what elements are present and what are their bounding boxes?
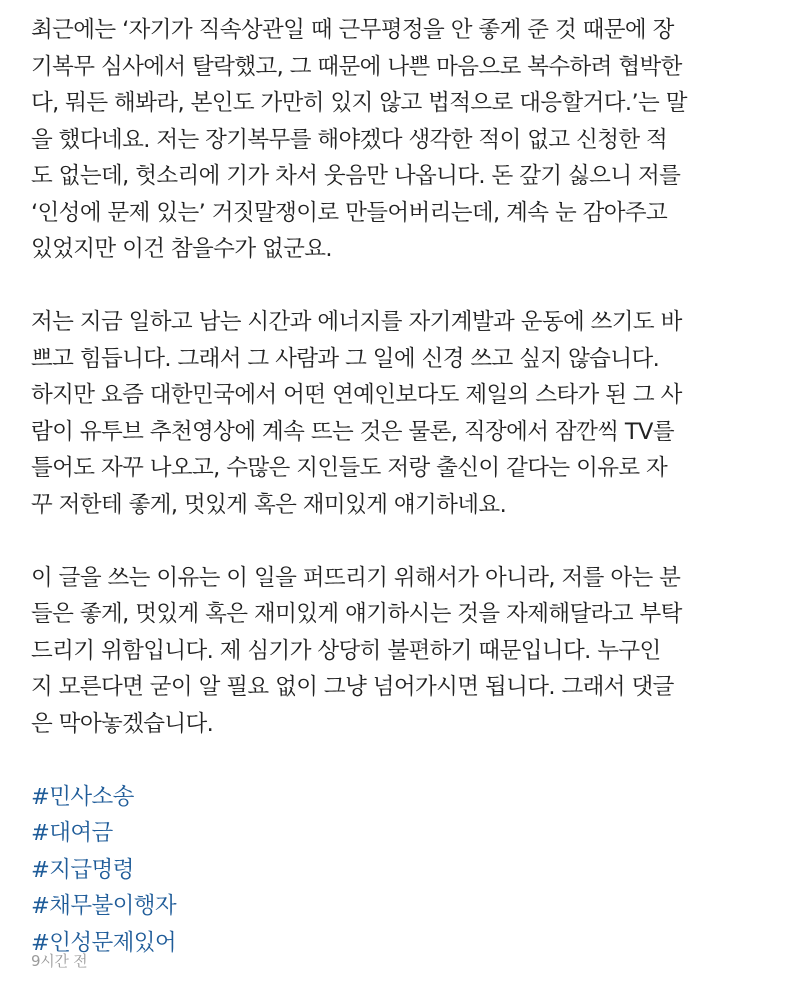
text-line: 지 모른다면 굳이 알 필요 없이 그냥 넘어가시면 됩니다. 그래서 댓글 bbox=[31, 674, 674, 700]
post-body bbox=[31, 12, 776, 961]
hashtag-list bbox=[31, 779, 776, 962]
post-paragraph-1 bbox=[31, 12, 776, 268]
hashtag-link[interactable]: #대여금 bbox=[31, 820, 113, 846]
text-line: 들은 좋게, 멋있게 혹은 재미있게 얘기하시는 것을 자제해달라고 부탁 bbox=[31, 601, 682, 627]
text-line: 람이 유투브 추천영상에 계속 뜨는 것은 물론, 직장에서 잠깐씩 TV를 bbox=[31, 418, 674, 445]
text-line: 다, 뭐든 해봐라, 본인도 가만히 있지 않고 법적으로 대응할거다.’는 말 bbox=[31, 90, 687, 116]
text-line: 있었지만 이건 참을수가 없군요. bbox=[31, 236, 332, 262]
hashtag-link[interactable]: #지급명령 bbox=[31, 856, 134, 883]
hashtag-link[interactable]: #채무불이행자 bbox=[31, 893, 177, 919]
text-line: 드리기 위함입니다. 제 심기가 상당히 불편하기 때문입니다. 누구인 bbox=[31, 637, 661, 664]
post-paragraph-3 bbox=[31, 560, 776, 743]
text-line: 기복무 심사에서 탈락했고, 그 때문에 나쁜 마음으로 복수하려 협박한 bbox=[31, 53, 682, 80]
text-line: 도 없는데, 헛소리에 기가 차서 웃음만 나옵니다. 돈 갚기 싫으니 저를 bbox=[31, 163, 681, 189]
text-line: 쁘고 힘듭니다. 그래서 그 사람과 그 일에 신경 쓰고 싶지 않습니다. bbox=[31, 345, 660, 372]
text-line: 최근에는 ‘자기가 직속상관일 때 근무평정을 안 좋게 준 것 때문에 장 bbox=[31, 17, 674, 43]
text-line: 이 글을 쓰는 이유는 이 일을 퍼뜨리기 위해서가 아니라, 저를 아는 분 bbox=[31, 564, 681, 591]
text-line: 을 했다네요. 저는 장기복무를 해야겠다 생각한 적이 없고 신청한 적 bbox=[31, 126, 668, 153]
post-timestamp: 9시간 전 bbox=[31, 952, 88, 970]
hashtag-link[interactable]: #인성문제있어 bbox=[31, 929, 177, 956]
text-line: 하지만 요즘 대한민국에서 어떤 연예인보다도 제일의 스타가 된 그 사 bbox=[31, 382, 682, 408]
text-line: ‘인성에 문제 있는’ 거짓말쟁이로 만들어버리는데, 계속 눈 감아주고 bbox=[31, 199, 668, 226]
hashtag-link[interactable]: #민사소송 bbox=[31, 783, 134, 810]
text-line: 저는 지금 일하고 남는 시간과 에너지를 자기계발과 운동에 쓰기도 바 bbox=[31, 309, 682, 335]
post-paragraph-2 bbox=[31, 304, 776, 523]
text-line: 은 막아놓겠습니다. bbox=[31, 710, 214, 737]
text-line: 꾸 저한테 좋게, 멋있게 혹은 재미있게 얘기하네요. bbox=[31, 491, 507, 518]
text-line: 틀어도 자꾸 나오고, 수많은 지인들도 저랑 출신이 같다는 이유로 자 bbox=[31, 455, 668, 481]
